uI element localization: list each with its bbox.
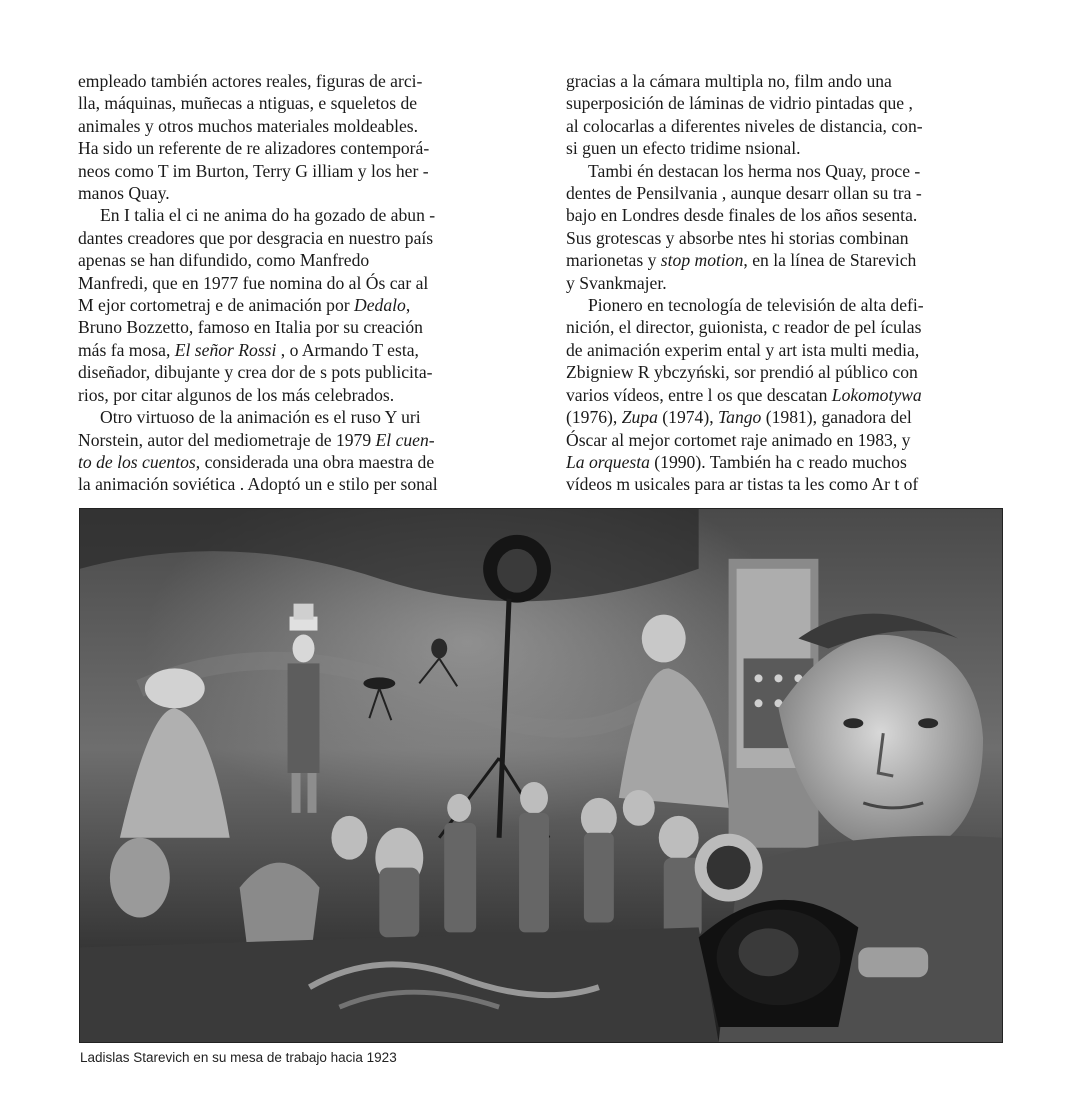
text-line: Óscar al mejor cortomet raje animado en 1983, y — [566, 429, 911, 450]
text-line: Zbigniew R ybczyński, sor prendió al público con — [566, 362, 918, 383]
text-line: Otro virtuoso de la animación es el ruso Y uri — [100, 407, 421, 428]
text-line: Sus grotescas y absorbe ntes hi storias combinan — [566, 227, 909, 248]
text-line: marionetas y stop motion, en la línea de Starevich — [566, 250, 917, 271]
text-line: dantes creadores que por desgracia en nuestro país — [78, 227, 434, 248]
text-line: más fa mosa, El señor Rossi , o Armando T esta, — [78, 339, 419, 360]
text-line: lla, máquinas, muñecas a ntiguas, e squeletos de — [78, 93, 418, 114]
text-line: gracias a la cámara multipla no, film ando una — [566, 71, 892, 91]
text-line: En I talia el ci ne anima do ha gozado de abun - — [100, 205, 436, 226]
text-line: M ejor cortometraj e de animación por Dedalo, — [78, 295, 411, 316]
text-line: Pionero en tecnología de televisión de alta defi- — [588, 295, 924, 316]
text-line: Ha sido un referente de re alizadores contemporá- — [78, 138, 430, 159]
text-line: to de los cuentos, considerada una obra maestra de — [78, 451, 435, 472]
text-line: dentes de Pensilvania , aunque desarr ollan su tra - — [566, 183, 922, 204]
starevich-photograph — [79, 508, 1003, 1043]
text-line: de animación experim ental y art ista multi media, — [566, 339, 920, 360]
text-line: Manfredi, que en 1977 fue nomina do al Ós car al — [78, 272, 429, 293]
text-line: al colocarlas a diferentes niveles de distancia, con- — [566, 115, 923, 136]
text-line: nición, el director, guionista, c reador de pel ículas — [566, 317, 922, 338]
text-line: diseñador, dibujante y crea dor de s pots publicita- — [78, 362, 433, 383]
text-line: Bruno Bozzetto, famoso en Italia por su creación — [78, 317, 423, 338]
text-line: bajo en Londres desde finales de los años sesenta. — [566, 205, 918, 226]
text-line: manos Quay. — [78, 183, 170, 204]
text-line: La orquesta (1990). También ha c reado muchos — [566, 451, 907, 472]
text-line: Tambi én destacan los herma nos Quay, proce - — [588, 160, 921, 181]
left-text-column — [78, 70, 516, 496]
right-text-column — [566, 70, 1004, 496]
text-line: varios vídeos, entre l os que descatan Lokomotywa — [566, 384, 922, 405]
text-line: empleado también actores reales, figuras de arci- — [78, 71, 423, 91]
photo-caption: Ladislas Starevich en su mesa de trabajo hacia 1923 — [80, 1050, 397, 1065]
text-line: Norstein, autor del mediometraje de 1979 El cuen- — [78, 429, 435, 450]
text-line: vídeos m usicales para ar tistas ta les como Ar t of — [566, 474, 919, 495]
text-line: neos como T im Burton, Terry G illiam y los her - — [78, 160, 429, 181]
text-line: (1976), Zupa (1974), Tango (1981), ganadora del — [566, 407, 912, 428]
text-line: si guen un efecto tridime nsional. — [566, 138, 801, 159]
text-line: apenas se han difundido, como Manfredo — [78, 250, 370, 271]
text-line: superposición de láminas de vidrio pintadas que , — [566, 93, 913, 114]
text-line: y Svankmajer. — [566, 272, 667, 293]
text-line: la animación soviética . Adoptó un e stilo per sonal — [78, 474, 438, 495]
text-line: rios, por citar algunos de los más celebrados. — [78, 384, 395, 405]
text-line: animales y otros muchos materiales moldeables. — [78, 115, 419, 136]
